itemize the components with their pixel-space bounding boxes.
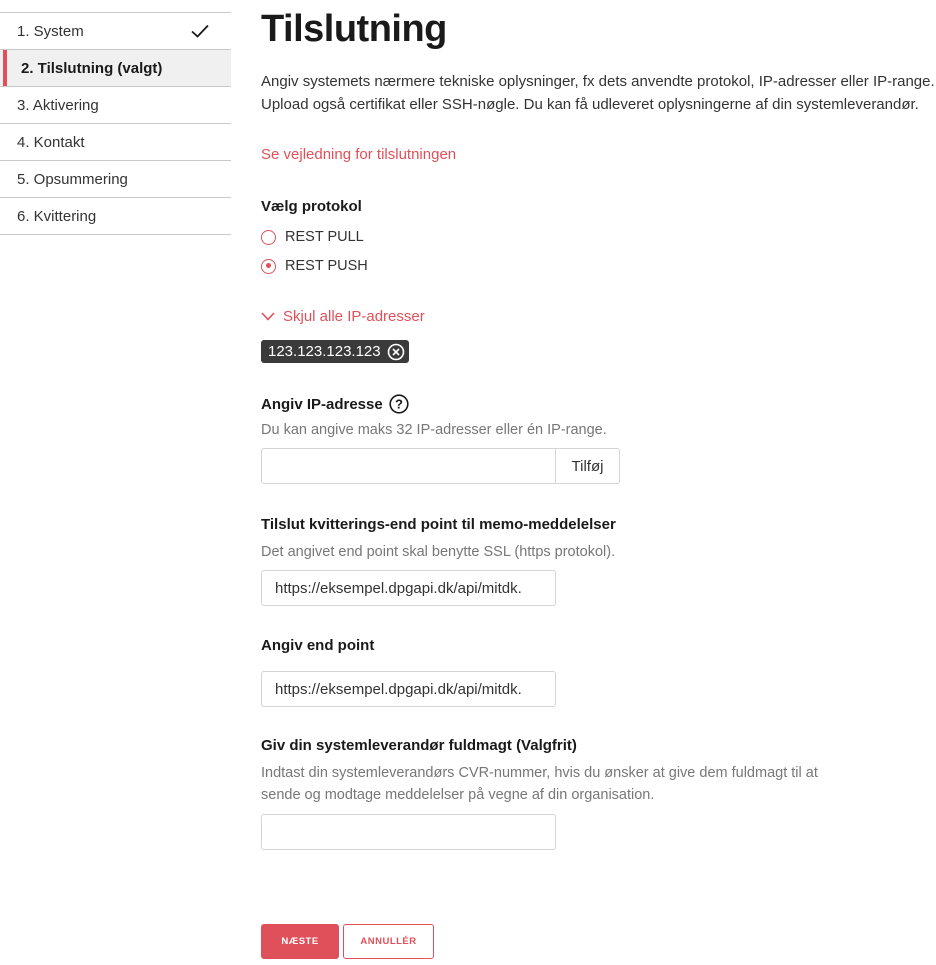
radio-label: REST PUSH	[285, 258, 368, 274]
toggle-label: Skjul alle IP-adresser	[283, 308, 425, 325]
chevron-down-icon	[261, 312, 275, 321]
receipt-endpoint-help: Det angivet end point skal benytte SSL (https protokol).	[261, 544, 616, 560]
ip-label-row	[261, 394, 409, 414]
step-tilslutning[interactable]	[0, 50, 231, 87]
guide-link[interactable]: Se vejledning for tilslutningen	[261, 146, 457, 163]
ip-help: Du kan angive maks 32 IP-adresser eller én IP-range.	[261, 422, 607, 438]
proxy-help: Indtast din systemleverandørs CVR-nummer, hvis du ønsker at give dem fuldmagt til at sende og modtage meddelelser på vegne af din organisation.	[261, 765, 818, 803]
radio-rest-pull[interactable]	[261, 229, 364, 245]
step-label: 6. Kvittering	[17, 207, 97, 225]
step-kontakt[interactable]	[0, 124, 231, 161]
step-label: 1. System	[17, 22, 84, 40]
hide-ip-toggle[interactable]	[261, 308, 425, 325]
ip-chip	[261, 340, 409, 363]
help-icon[interactable]	[389, 394, 409, 414]
step-aktivering[interactable]	[0, 87, 231, 124]
radio-rest-push[interactable]	[261, 258, 368, 274]
receipt-endpoint-input[interactable]	[261, 570, 556, 606]
protocol-label: Vælg protokol	[261, 198, 362, 215]
cancel-button[interactable]: ANNULLÉR	[343, 924, 434, 959]
radio-button[interactable]	[261, 259, 276, 274]
remove-icon[interactable]	[387, 343, 405, 361]
step-label: 2. Tilslutning (valgt)	[21, 59, 163, 77]
svg-text:?: ?	[394, 396, 403, 412]
ip-label: Angiv IP-adresse	[261, 395, 383, 413]
cvr-input[interactable]	[261, 814, 556, 850]
next-button[interactable]: NÆSTE	[261, 924, 339, 959]
add-ip-button[interactable]: Tilføj	[556, 448, 620, 484]
receipt-endpoint-label: Tilslut kvitterings-end point til memo-meddelelser	[261, 516, 616, 533]
step-label: 5. Opsummering	[17, 170, 128, 188]
intro-text: Angiv systemets nærmere tekniske oplysninger, fx dets anvendte protokol, IP-adresser eller IP-range. Upload også certifikat eller SSH-nøgle. Du kan få udleveret oplysningerne af din systemleverandør.	[261, 73, 935, 113]
ip-chip-label: 123.123.123.123	[268, 343, 381, 360]
ip-input-group	[261, 448, 620, 484]
step-kvittering[interactable]	[0, 198, 231, 235]
step-opsummering[interactable]	[0, 161, 231, 198]
step-label: 3. Aktivering	[17, 96, 99, 114]
step-label: 4. Kontakt	[17, 133, 85, 151]
page-title: Tilslutning	[261, 8, 447, 50]
ip-input[interactable]	[261, 448, 556, 484]
proxy-label: Giv din systemleverandør fuldmagt (Valgfrit)	[261, 737, 577, 754]
radio-button[interactable]	[261, 230, 276, 245]
step-navigation	[0, 12, 231, 235]
radio-label: REST PULL	[285, 229, 364, 245]
endpoint-label: Angiv end point	[261, 637, 375, 654]
step-system[interactable]	[0, 13, 231, 50]
checkmark-icon	[191, 24, 209, 38]
endpoint-input[interactable]	[261, 671, 556, 707]
